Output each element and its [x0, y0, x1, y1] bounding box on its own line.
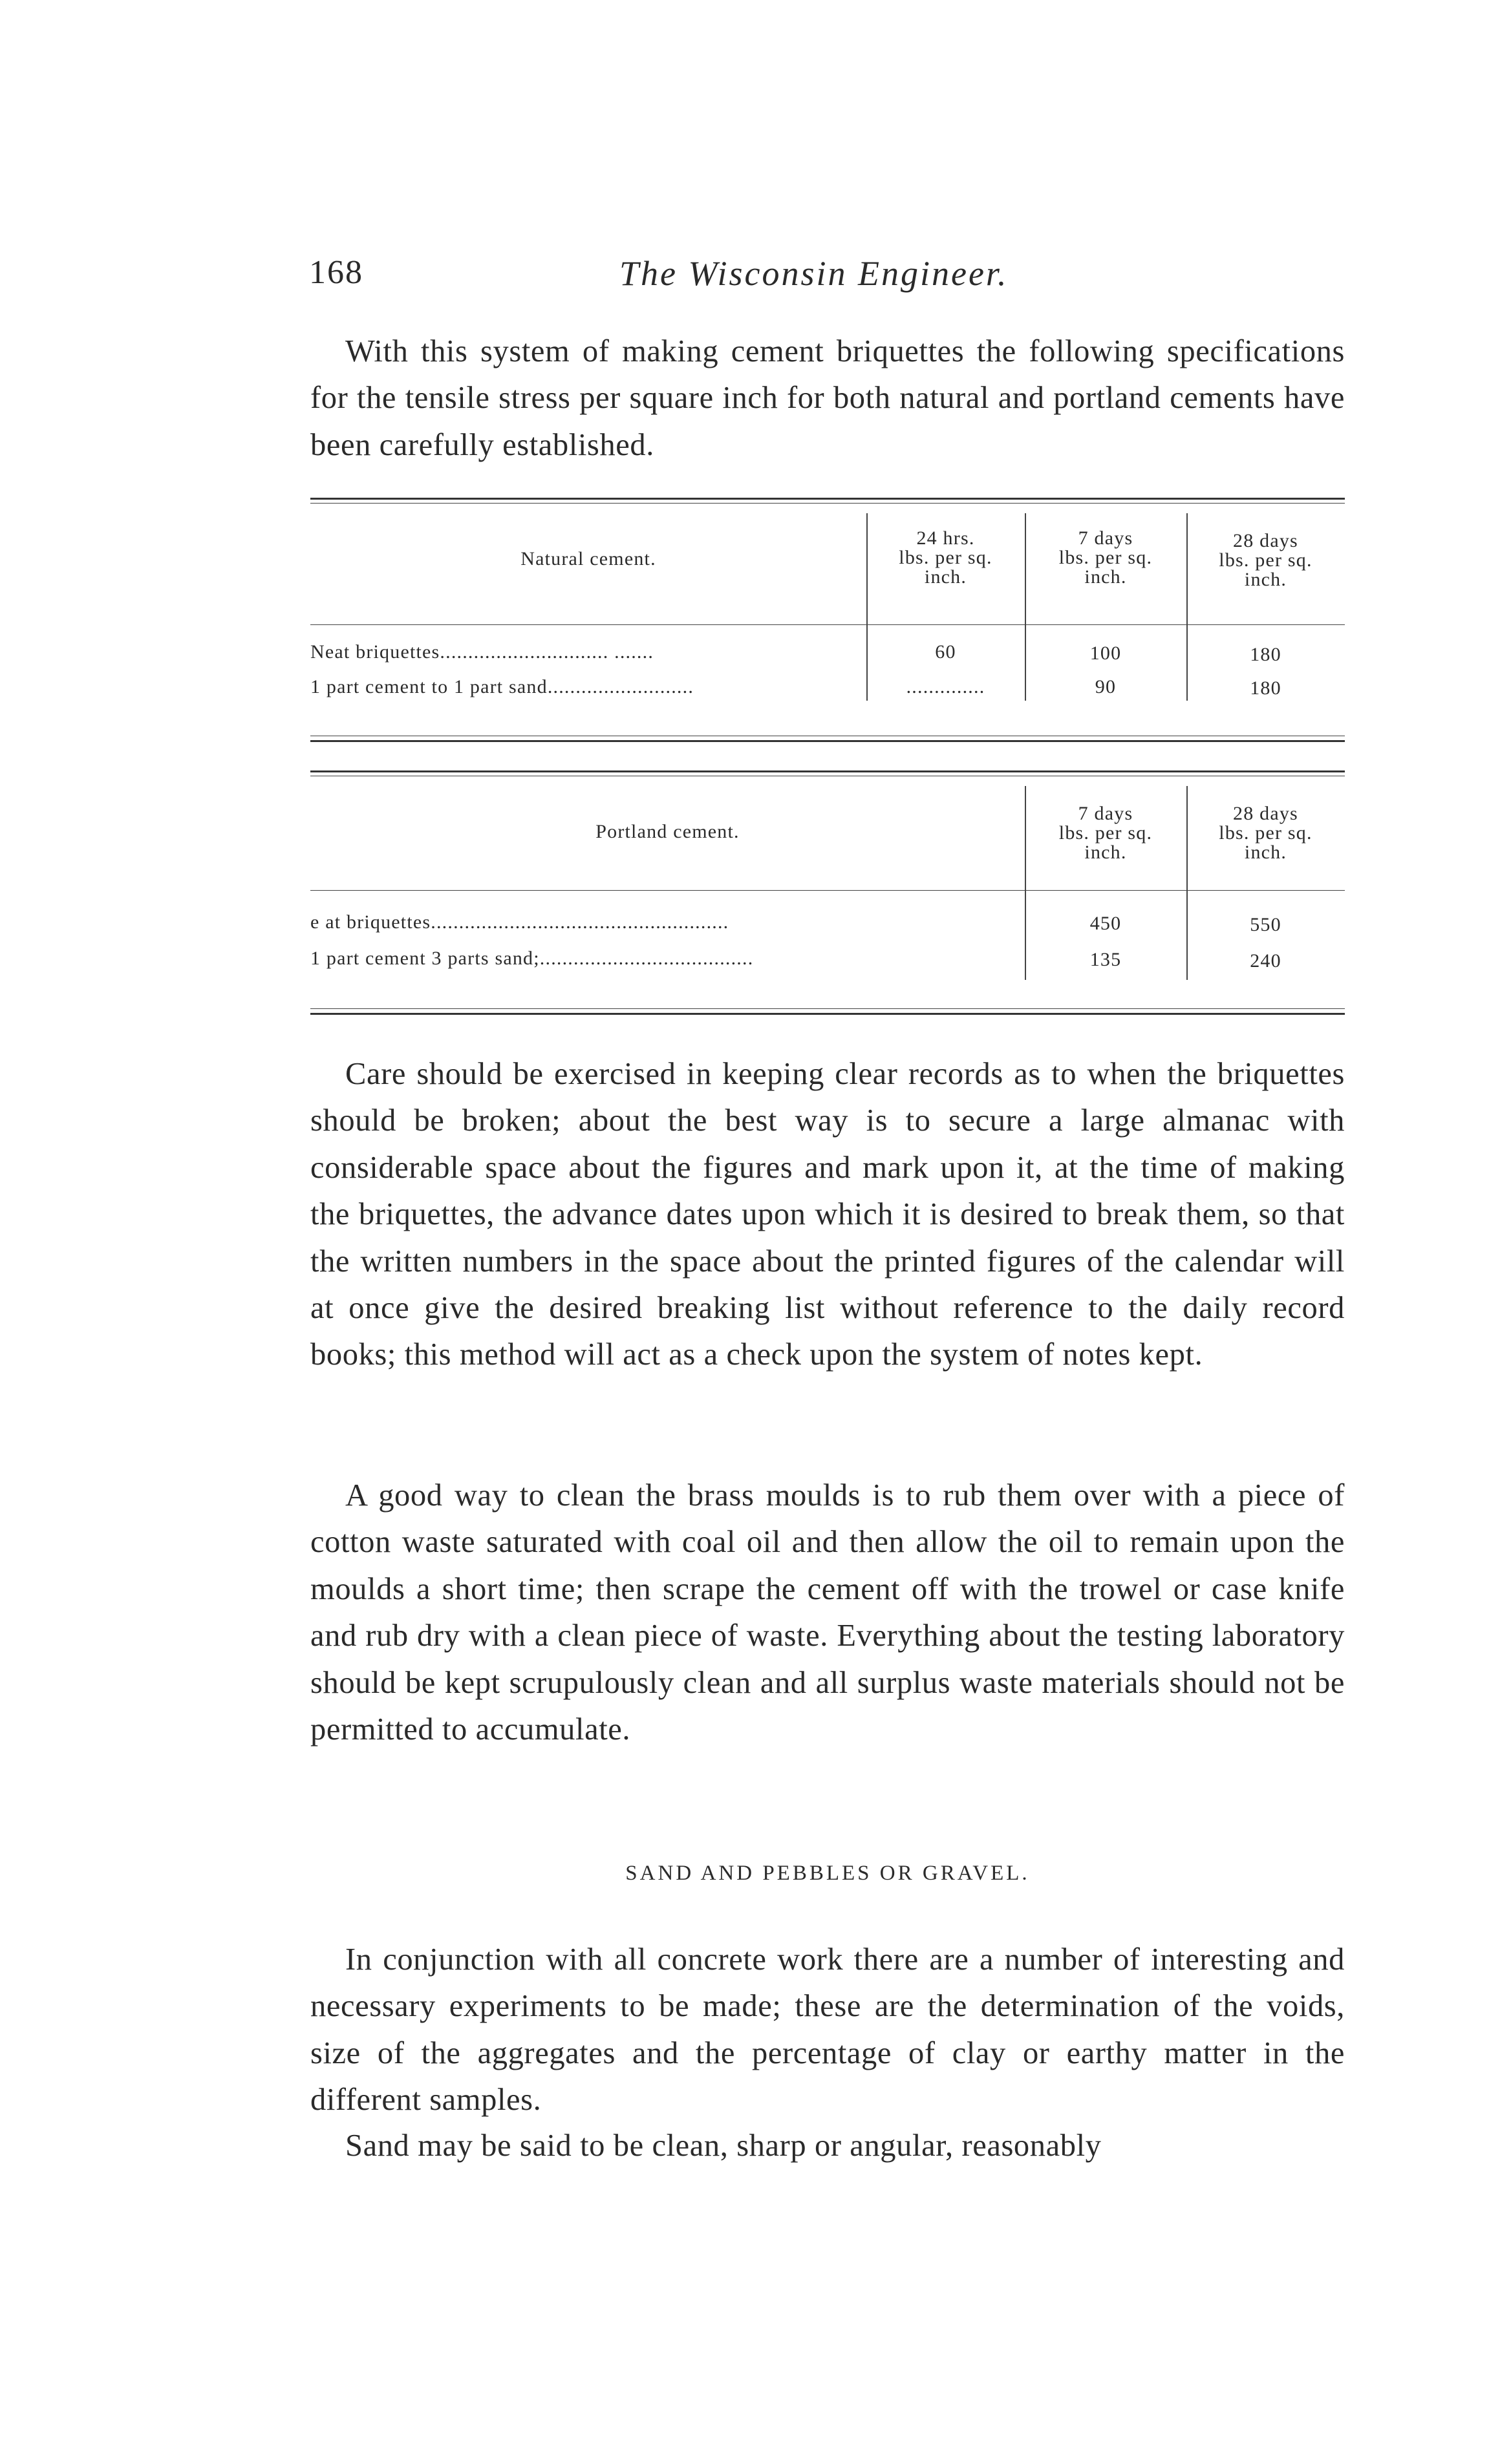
column-header-24hrs: 24 hrs. lbs. per sq. inch. — [899, 527, 992, 588]
paragraph-records: Care should be exercised in keeping clear records as to when the briquettes should be broken; about the best way is to secure a large almanac with considerable space about the figures and mark upon it, at the time of making the briquettes, the advance dates upon which it is desired to break them, so that the written numbers in the space about the printed figures of the calendar will at once give the desired breaking list without reference to the daily record books; this method will act as a check upon the system of notes kept. — [310, 1057, 1345, 1372]
natural-cement-table — [310, 498, 1345, 750]
table-bottom-rule-heavy — [310, 740, 1345, 742]
table-cell: 550 — [1250, 914, 1281, 935]
portland-cement-table — [310, 770, 1345, 1026]
table-row-label: 1 part cement 3 parts sand;...................................... — [310, 948, 754, 969]
header-rule — [310, 624, 1345, 625]
table-top-rule-inner — [310, 503, 1345, 504]
table-cell: .............. — [906, 676, 985, 697]
column-header-7days: 7 days lbs. per sq. inch. — [1058, 803, 1153, 863]
section-heading: SAND AND PEBBLES OR GRAVEL. — [625, 1862, 1030, 1885]
table-cell: 135 — [1089, 949, 1122, 970]
running-header — [309, 253, 1344, 299]
header-rule — [310, 890, 1345, 891]
table-bottom-rule-heavy — [310, 1013, 1345, 1015]
table-cell: 240 — [1250, 950, 1281, 972]
table-top-rule — [310, 770, 1345, 772]
running-title: The Wisconsin Engineer. — [619, 254, 1009, 293]
table-row-label: 1 part cement to 1 part sand.......................... — [310, 676, 694, 697]
stub-header: Portland cement. — [595, 821, 740, 842]
column-header-7days: 7 days lbs. per sq. inch. — [1058, 527, 1153, 588]
table-row-label: e at briquettes..................................................... — [310, 911, 729, 933]
column-header-28days: 28 days lbs. per sq. inch. — [1219, 530, 1312, 590]
table-cell: 60 — [935, 641, 956, 663]
table-cell: 100 — [1089, 643, 1122, 664]
paragraph-intro: With this system of making cement briquettes the following specifications for the tensile stress per square inch for both natural and portland cements have been carefully established. — [310, 334, 1345, 462]
column-header-28days: 28 days lbs. per sq. inch. — [1219, 803, 1312, 863]
table-row-label: Neat briquettes.............................. ....... — [310, 641, 654, 663]
paragraph-sand: Sand may be said to be clean, sharp or angular, reasonably — [345, 2129, 1102, 2163]
table-top-rule — [310, 498, 1345, 500]
table-cell: 450 — [1089, 913, 1122, 934]
table-cell: 180 — [1250, 644, 1281, 665]
table-bottom-rule — [310, 1008, 1345, 1009]
stub-header: Natural cement. — [520, 548, 656, 569]
paragraph-moulds: A good way to clean the brass moulds is to rub them over with a piece of cotton waste saturated with coal oil and then allow the oil to remain upon the moulds a short time; then scrape the cement off with the trowel or case knife and rub dry with a clean piece of waste. Everything about the testing laboratory should be kept scrupulously clean and all surplus waste materials should not be permitted to accumulate. — [310, 1478, 1345, 1747]
table-cell: 180 — [1250, 677, 1281, 699]
paragraph-concrete: In conjunction with all concrete work there are a number of interesting and necessary experiments to be made; these are the determination of the voids, size of the aggregates and the percentage of clay or earthy matter in the different samples. — [310, 1942, 1345, 2118]
page-number: 168 — [309, 254, 363, 291]
table-cell: 90 — [1095, 676, 1117, 697]
